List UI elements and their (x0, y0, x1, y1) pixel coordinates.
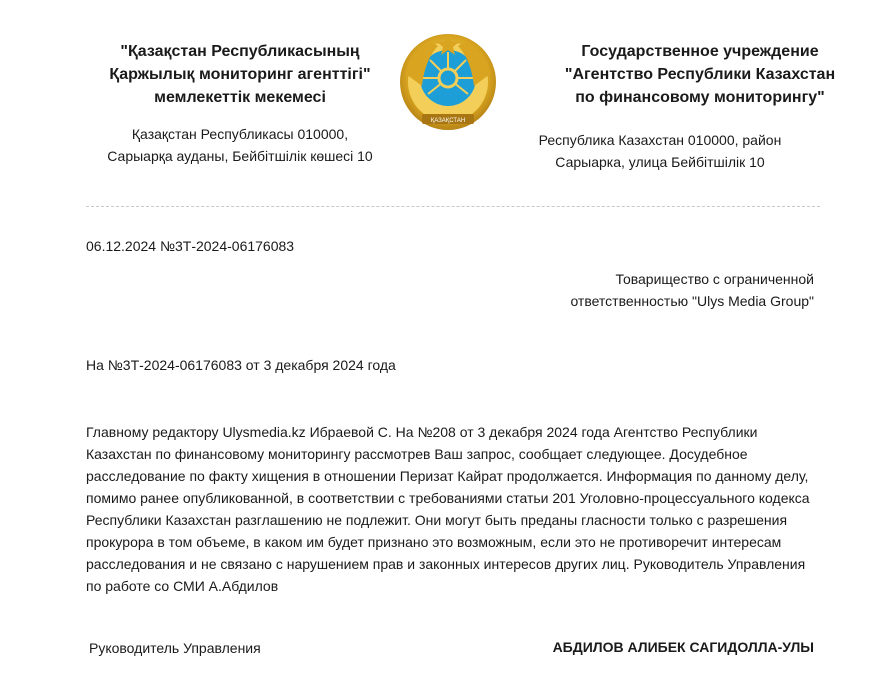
header-divider (86, 206, 820, 207)
emblem-caption: ҚАЗАҚСТАН (430, 118, 466, 124)
letter-body: Главному редактору Ulysmedia.kz Ибраевой С. На №208 от 3 декабря 2024 года Агентство Республики Казахстан по финансовому мониторингу рассмотрев Ваш запрос, сообщает следующее. Досудебное расследование по факту хищения в отношении Перизат Кайрат продолжается. Информация по данному делу, помимо ранее опубликованной, в соответствии с требованиями статьи 201 Уголовно-процессуального кодекса Республики Казахстан разглашению не подлежит. Они могут быть преданы гласности только с разрешения прокурора в том объеме, в каком им будет признано это возможным, если это не противоречит интересам расследования и не связано с нарушением прав и законных интересов других лиц. Руководитель Управления по работе со СМИ А.Абдилов (86, 424, 810, 594)
recipient (494, 268, 814, 312)
recipient-line: Товарищество с ограниченной (615, 271, 814, 287)
org-name-ru-line: Государственное учреждение (581, 43, 819, 60)
address-kz-line: Сарыарқа ауданы, Бейбітшілік көшесі 10 (107, 148, 373, 164)
org-name-kz-line: Қаржылық мониторинг агенттігі" (109, 66, 371, 83)
document-number: 06.12.2024 №3Т-2024-06176083 (86, 238, 295, 254)
address-ru-line: Сарыарка, улица Бейбітшілік 10 (555, 154, 765, 170)
state-emblem-icon (398, 28, 498, 140)
reference-line: На №3Т-2024-06176083 от 3 декабря 2024 года (86, 357, 396, 373)
org-name-ru-line: по финансовому мониторингу" (575, 89, 825, 106)
address-kz-line: Қазақстан Республикасы 010000, (131, 126, 349, 142)
org-name-kz (60, 40, 420, 109)
signatory-name: АБДИЛОВ АЛИБЕК САГИДОЛЛА-УЛЫ (552, 639, 814, 655)
faded-footer-strip (70, 671, 830, 683)
recipient-line: ответственностью "Ulys Media Group" (570, 293, 814, 309)
address-ru-line: Республика Казахстан 010000, район (538, 132, 782, 148)
address-kz (60, 123, 420, 167)
org-name-kz-line: "Қазақстан Республикасының (120, 43, 360, 60)
org-name-ru-line: "Агентство Республики Казахстан (564, 66, 836, 83)
org-name-kz-line: мемлекеттік мекемесі (154, 89, 326, 106)
org-name-ru (500, 40, 872, 109)
address-ru (500, 129, 820, 173)
signatory-title: Руководитель Управления (89, 640, 261, 656)
